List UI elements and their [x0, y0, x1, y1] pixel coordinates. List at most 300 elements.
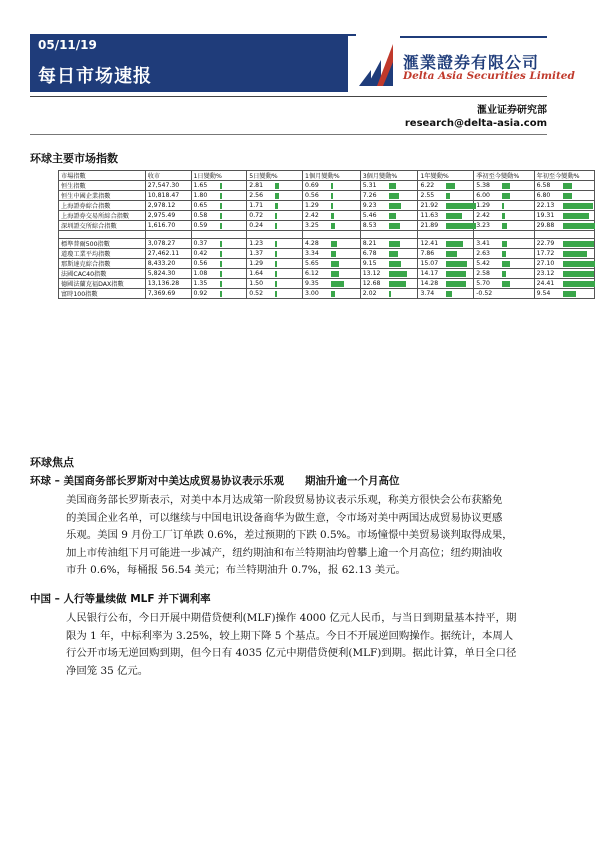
pct-value: 2.42 — [305, 212, 319, 219]
pct-cell — [360, 289, 418, 299]
pct-cell — [360, 221, 418, 231]
pct-cell — [474, 259, 534, 269]
pct-cell — [247, 239, 303, 249]
index-close: 7,369.69 — [145, 289, 191, 299]
pct-bar — [502, 193, 510, 199]
pct-cell — [474, 269, 534, 279]
pct-bar — [389, 203, 402, 209]
pct-value: 5.65 — [305, 260, 319, 267]
pct-value: 19.31 — [536, 212, 555, 219]
pct-value: 0.65 — [193, 202, 208, 209]
pct-value: 0.92 — [193, 290, 208, 297]
pct-bar — [331, 223, 335, 229]
pct-cell — [191, 259, 247, 269]
pct-value: 1.08 — [193, 270, 208, 277]
pct-bar — [389, 251, 398, 257]
pct-bar — [389, 271, 407, 277]
pct-value: 2.63 — [476, 250, 490, 257]
pct-bar — [275, 193, 278, 199]
pct-cell — [360, 249, 418, 259]
index-name: 標準普爾500指數 — [59, 239, 146, 249]
pct-value: 7.26 — [362, 192, 377, 199]
pct-value: 6.78 — [362, 250, 377, 257]
pct-bar — [220, 213, 222, 219]
pct-cell — [191, 279, 247, 289]
pct-cell — [474, 181, 534, 191]
pct-value: 11.63 — [420, 212, 439, 219]
pct-cell — [418, 269, 474, 279]
index-name: 深圳證交所綜合指數 — [59, 221, 146, 231]
pct-cell — [360, 239, 418, 249]
index-name: 道瓊工業平均指數 — [59, 249, 146, 259]
pct-cell — [303, 239, 361, 249]
index-close: 2,978.12 — [145, 201, 191, 211]
pct-value: 23.12 — [536, 270, 555, 277]
pct-bar — [331, 193, 333, 199]
news-line: 乐观。美国 9 月份工厂订单跌 0.6%，差过预期的下跌 0.5%。市场憧憬中美贸易谈判取得成果， — [66, 529, 513, 541]
pct-bar — [220, 203, 222, 209]
pct-value: 0.52 — [249, 290, 264, 297]
header-banner — [30, 34, 348, 92]
pct-bar — [389, 281, 406, 287]
pct-cell — [474, 239, 534, 249]
pct-cell — [247, 249, 303, 259]
pct-cell — [191, 269, 247, 279]
pct-cell — [534, 259, 594, 269]
pct-value: 6.22 — [420, 182, 435, 189]
pct-cell — [474, 279, 534, 289]
pct-bar — [563, 223, 595, 229]
pct-bar — [331, 261, 339, 267]
pct-value: 12.68 — [362, 280, 381, 287]
table-header-cell: 年初至今變動% — [534, 171, 594, 181]
pct-bar — [331, 251, 336, 257]
pct-bar — [502, 281, 510, 287]
pct-value: 2.55 — [420, 192, 435, 199]
header-divider — [348, 34, 356, 36]
pct-cell — [474, 249, 534, 259]
pct-value: 0.56 — [305, 192, 319, 199]
pct-bar — [563, 291, 576, 297]
index-close: 27,547.30 — [145, 181, 191, 191]
pct-cell — [247, 269, 303, 279]
pct-bar — [563, 203, 593, 209]
pct-value: 9.35 — [305, 280, 319, 287]
news-line: 加上市传油组下月可能进一步减产，纽约期油和布兰特期油均曾攀上逾一个月高位；纽约期油收 — [66, 546, 503, 559]
header-divider-right — [400, 36, 547, 38]
table-gap-row — [59, 231, 595, 239]
pct-value: 17.72 — [536, 250, 555, 257]
pct-value: 9.54 — [536, 290, 551, 297]
pct-cell — [418, 279, 474, 289]
pct-value: 4.28 — [305, 240, 319, 247]
table-header-cell: 1個月變動% — [303, 171, 361, 181]
pct-bar — [220, 291, 222, 297]
pct-bar — [502, 213, 505, 219]
section-rule — [30, 134, 547, 135]
pct-value: 3.41 — [476, 240, 490, 247]
pct-cell — [247, 259, 303, 269]
company-logo-icon — [357, 40, 397, 88]
table-gap-cell — [59, 231, 146, 239]
pct-bar — [502, 223, 506, 229]
pct-cell — [303, 269, 361, 279]
pct-bar — [563, 183, 572, 189]
pct-cell — [191, 221, 247, 231]
pct-value: 0.42 — [193, 250, 208, 257]
pct-value: 0.56 — [193, 260, 208, 267]
table-header-cell: 市場指數 — [59, 171, 146, 181]
report-title: 每日市场速报 — [38, 66, 152, 87]
report-date: 05/11/19 — [38, 38, 97, 52]
table-row — [59, 249, 595, 259]
table-gap-cell — [474, 231, 534, 239]
table-row — [59, 181, 595, 191]
pct-value: 24.41 — [536, 280, 555, 287]
pct-bar — [275, 223, 277, 229]
pct-cell — [534, 289, 594, 299]
pct-bar — [446, 241, 463, 247]
table-row — [59, 201, 595, 211]
table-gap-cell — [191, 231, 247, 239]
pct-bar — [389, 213, 396, 219]
pct-value: 13.12 — [362, 270, 381, 277]
pct-value: 8.53 — [362, 222, 377, 229]
pct-value: 6.80 — [536, 192, 551, 199]
pct-cell — [191, 191, 247, 201]
pct-value: 9.15 — [362, 260, 377, 267]
pct-cell — [534, 239, 594, 249]
pct-bar — [446, 193, 449, 199]
pct-cell — [247, 201, 303, 211]
pct-cell — [418, 239, 474, 249]
pct-bar — [502, 241, 507, 247]
table-header-cell: 5日變動% — [247, 171, 303, 181]
pct-value: 14.28 — [420, 280, 439, 287]
table-gap-cell — [303, 231, 361, 239]
pct-bar — [275, 213, 277, 219]
pct-bar — [275, 281, 277, 287]
pct-cell — [418, 211, 474, 221]
pct-cell — [474, 211, 534, 221]
pct-value: 0.58 — [193, 212, 208, 219]
table-header-row — [59, 171, 595, 181]
pct-value: 2.02 — [362, 290, 377, 297]
pct-value: 5.42 — [476, 260, 490, 267]
pct-bar — [446, 281, 465, 287]
news-body-global — [66, 492, 513, 580]
pct-bar — [220, 183, 222, 189]
pct-value: 0.69 — [305, 182, 319, 189]
pct-cell — [360, 259, 418, 269]
pct-bar — [275, 291, 277, 297]
table-gap-cell — [534, 231, 594, 239]
pct-value: 0.24 — [249, 222, 264, 229]
pct-bar — [220, 223, 222, 229]
pct-cell — [191, 211, 247, 221]
pct-bar — [220, 261, 222, 267]
research-dept — [405, 104, 547, 130]
pct-cell — [191, 289, 247, 299]
pct-cell — [360, 201, 418, 211]
news-line: 行公开市场无逆回购到期，但今日有 4035 亿元中期借贷便利(MLF)到期。据此计算，单日全口径 — [66, 647, 517, 659]
index-name: 富時100指數 — [59, 289, 146, 299]
pct-cell — [418, 191, 474, 201]
pct-cell — [418, 221, 474, 231]
pct-value: 1.65 — [193, 182, 208, 189]
pct-cell — [191, 201, 247, 211]
pct-bar — [446, 223, 476, 229]
pct-value: 5.38 — [476, 182, 490, 189]
pct-cell — [247, 221, 303, 231]
pct-bar — [389, 241, 400, 247]
pct-bar — [446, 251, 457, 257]
pct-bar — [220, 281, 222, 287]
pct-cell — [247, 211, 303, 221]
focus-section-title: 环球焦点 — [30, 456, 74, 469]
pct-cell — [360, 191, 418, 201]
index-name: 恒生中國企業指數 — [59, 191, 146, 201]
pct-bar — [446, 291, 451, 297]
pct-cell — [418, 249, 474, 259]
pct-value: 29.88 — [536, 222, 555, 229]
pct-cell — [534, 211, 594, 221]
pct-cell — [418, 181, 474, 191]
pct-cell — [247, 279, 303, 289]
pct-value: 3.00 — [305, 290, 319, 297]
pct-value: 5.70 — [476, 280, 490, 287]
header-rule — [30, 96, 547, 97]
pct-bar — [446, 261, 466, 267]
index-close: 27,462.11 — [145, 249, 191, 259]
pct-value: 6.00 — [476, 192, 490, 199]
dept-email[interactable]: research@delta-asia.com — [404, 118, 547, 129]
pct-value: 1.64 — [249, 270, 264, 277]
pct-value: 3.25 — [305, 222, 319, 229]
pct-value: 6.58 — [536, 182, 551, 189]
pct-cell — [474, 221, 534, 231]
pct-bar — [502, 271, 506, 277]
pct-value: 21.92 — [420, 202, 439, 209]
pct-value: 2.42 — [476, 212, 490, 219]
pct-bar — [331, 203, 333, 209]
pct-cell — [247, 181, 303, 191]
pct-value: 0.37 — [193, 240, 208, 247]
pct-value: 5.46 — [362, 212, 377, 219]
pct-cell — [534, 269, 594, 279]
table-gap-cell — [145, 231, 191, 239]
news-heading-global: 环球 – 美国商务部长罗斯对中美达成贸易协议表示乐观 期油升逾一个月高位 — [30, 475, 400, 487]
pct-bar — [563, 193, 572, 199]
news-line: 限为 1 年，中标利率为 3.25%，较上期下降 5 个基点。今日不开展逆回购操作。据统计，本周人 — [66, 629, 514, 642]
table-gap-cell — [418, 231, 474, 239]
pct-value: 3.23 — [476, 222, 490, 229]
pct-cell — [303, 259, 361, 269]
pct-bar — [502, 183, 509, 189]
pct-bar — [563, 271, 594, 277]
index-close: 3,078.27 — [145, 239, 191, 249]
pct-bar — [331, 241, 337, 247]
news-line: 人民银行公布，今日开展中期借贷便利(MLF)操作 4000 亿元人民币，与当日到期量基本持平，期 — [66, 612, 517, 624]
pct-value: 1.37 — [249, 250, 264, 257]
pct-bar — [446, 271, 465, 277]
pct-cell — [534, 249, 594, 259]
table-header-cell: 季初至今變動% — [474, 171, 534, 181]
table-row — [59, 289, 595, 299]
pct-value: 1.35 — [193, 280, 208, 287]
pct-cell — [303, 201, 361, 211]
pct-bar — [275, 261, 277, 267]
table-gap-cell — [360, 231, 418, 239]
pct-bar — [502, 251, 506, 257]
index-name: 上海證券綜合指數 — [59, 201, 146, 211]
pct-value: 0.72 — [249, 212, 264, 219]
pct-bar — [331, 271, 339, 277]
pct-cell — [534, 279, 594, 289]
table-row — [59, 211, 595, 221]
pct-cell — [247, 289, 303, 299]
pct-cell — [303, 279, 361, 289]
pct-value: 1.29 — [305, 202, 319, 209]
pct-bar — [563, 241, 594, 247]
pct-cell — [191, 239, 247, 249]
pct-bar — [446, 203, 476, 209]
pct-cell — [418, 289, 474, 299]
pct-cell — [534, 191, 594, 201]
pct-cell — [534, 181, 594, 191]
pct-cell — [303, 211, 361, 221]
pct-bar — [389, 223, 401, 229]
pct-bar — [389, 291, 392, 297]
pct-bar — [563, 251, 587, 257]
news-body-china-lines — [66, 610, 516, 680]
pct-cell — [474, 201, 534, 211]
pct-cell — [303, 249, 361, 259]
pct-bar — [220, 271, 222, 277]
index-name: 德國法蘭克福DAX指數 — [59, 279, 146, 289]
pct-cell — [360, 269, 418, 279]
index-close: 13,136.28 — [145, 279, 191, 289]
table-gap-cell — [247, 231, 303, 239]
index-close: 2,975.49 — [145, 211, 191, 221]
pct-cell — [191, 249, 247, 259]
index-name: 法國CAC40指數 — [59, 269, 146, 279]
pct-bar — [563, 213, 589, 219]
pct-value: 22.13 — [536, 202, 555, 209]
pct-bar — [331, 183, 333, 189]
pct-bar — [220, 241, 222, 247]
news-line: 市升 0.6%，每桶报 56.54 美元；布兰特期油升 0.7%，报 62.13 美元。 — [66, 564, 406, 576]
pct-value: 1.29 — [476, 202, 490, 209]
table-row — [59, 239, 595, 249]
pct-value: 6.12 — [305, 270, 319, 277]
pct-bar — [502, 203, 504, 209]
news-line: 净回笼 35 亿元。 — [66, 664, 149, 677]
pct-value: 1.80 — [193, 192, 208, 199]
pct-value: 27.10 — [536, 260, 555, 267]
pct-cell — [303, 181, 361, 191]
pct-value: 1.29 — [249, 260, 264, 267]
pct-cell — [534, 221, 594, 231]
table-header-cell: 1年變動% — [418, 171, 474, 181]
pct-value: 2.58 — [476, 270, 490, 277]
pct-value: 21.89 — [420, 222, 439, 229]
news-heading-china: 中国 – 人行等量续做 MLF 并下调利率 — [30, 593, 211, 605]
pct-value: 3.74 — [420, 290, 435, 297]
pct-value: 5.31 — [362, 182, 377, 189]
pct-cell — [303, 221, 361, 231]
pct-value: 8.21 — [362, 240, 377, 247]
pct-bar — [275, 251, 277, 257]
index-name: 上海證券交易所綜合指數 — [59, 211, 146, 221]
pct-value: 3.34 — [305, 250, 319, 257]
company-name-en: Delta Asia Securities Limited — [403, 70, 575, 82]
pct-cell — [418, 259, 474, 269]
pct-bar — [275, 271, 277, 277]
pct-value: 1.23 — [249, 240, 264, 247]
pct-cell — [360, 181, 418, 191]
pct-bar — [275, 241, 277, 247]
pct-value: 14.17 — [420, 270, 439, 277]
pct-bar — [446, 183, 454, 189]
index-close: 8,433.20 — [145, 259, 191, 269]
pct-value: 7.86 — [420, 250, 435, 257]
pct-value: 1.50 — [249, 280, 264, 287]
pct-bar — [275, 203, 277, 209]
pct-bar — [331, 213, 334, 219]
index-close: 5,824.30 — [145, 269, 191, 279]
pct-bar — [331, 281, 344, 287]
pct-bar — [389, 183, 396, 189]
pct-bar — [563, 261, 595, 267]
dept-name: 滙业证券研究部 — [477, 105, 547, 116]
pct-cell — [418, 201, 474, 211]
market-section-title: 环球主要市场指数 — [30, 152, 118, 165]
index-name: 恒生指數 — [59, 181, 146, 191]
index-close: 10,818.47 — [145, 191, 191, 201]
pct-bar — [446, 213, 462, 219]
pct-bar — [563, 281, 595, 287]
pct-value: 1.71 — [249, 202, 264, 209]
pct-value: 22.79 — [536, 240, 555, 247]
pct-bar — [220, 251, 222, 257]
pct-bar — [502, 261, 509, 267]
pct-value: -0.52 — [476, 290, 493, 297]
pct-cell — [360, 211, 418, 221]
pct-bar — [331, 291, 335, 297]
table-header-cell: 收市 — [145, 171, 191, 181]
pct-cell — [360, 279, 418, 289]
table-header-cell: 3個月變動% — [360, 171, 418, 181]
pct-value: 2.56 — [249, 192, 264, 199]
pct-value: 2.81 — [249, 182, 264, 189]
table-row — [59, 279, 595, 289]
table-row — [59, 191, 595, 201]
pct-bar — [389, 261, 401, 267]
pct-cell — [247, 191, 303, 201]
market-index-table — [58, 170, 595, 299]
table-row — [59, 259, 595, 269]
company-name-cn: 滙業證券有限公司 — [403, 53, 540, 72]
pct-bar — [389, 193, 399, 199]
table-row — [59, 221, 595, 231]
pct-cell — [474, 191, 534, 201]
pct-cell — [303, 289, 361, 299]
pct-value: 9.23 — [362, 202, 377, 209]
pct-cell — [534, 201, 594, 211]
index-name: 那斯達克綜合指數 — [59, 259, 146, 269]
index-close: 1,616.70 — [145, 221, 191, 231]
